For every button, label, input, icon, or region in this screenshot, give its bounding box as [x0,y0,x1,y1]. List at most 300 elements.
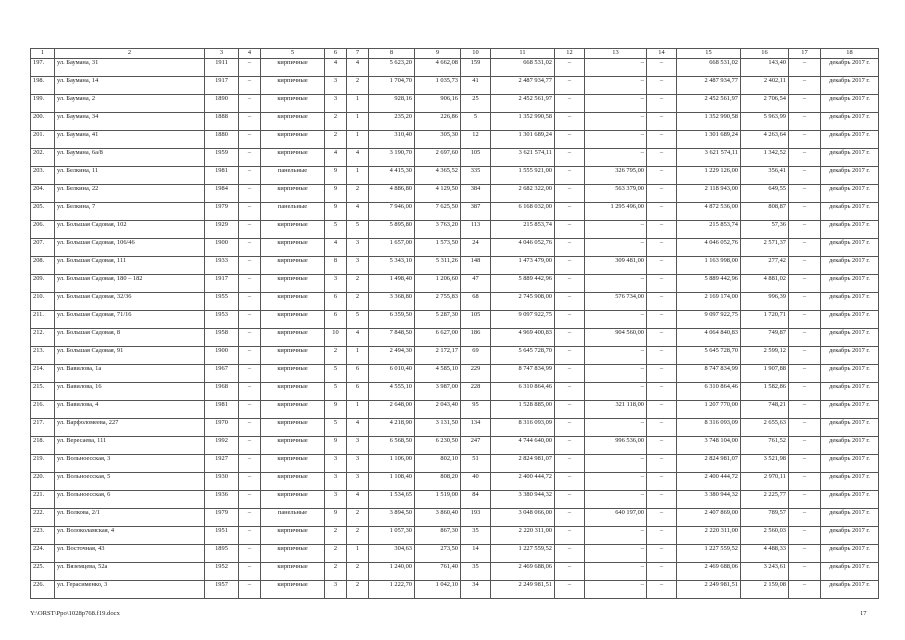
table-cell: – [789,491,821,509]
table-row [31,473,879,491]
table-cell: декабрь 2017 г. [821,347,879,365]
table-cell: ул. Белкина, 22 [55,185,205,203]
table-cell: – [789,185,821,203]
table-cell: кирпичные [261,257,325,275]
table-cell: – [789,455,821,473]
table-cell: – [789,419,821,437]
table-cell: 25 [461,95,491,113]
table-cell: – [555,527,585,545]
table-cell: – [239,59,261,77]
table-cell: – [555,473,585,491]
table-cell: – [647,401,677,419]
table-cell: 3 621 574,11 [491,149,555,167]
table-cell: – [239,203,261,221]
table-cell: 2 655,63 [741,419,789,437]
table-cell: 3 894,50 [369,509,415,527]
table-cell: 1 528 885,00 [491,401,555,419]
table-cell: – [789,527,821,545]
column-header-17: 17 [789,49,821,59]
column-header-6: 6 [325,49,347,59]
column-header-16: 16 [741,49,789,59]
table-cell: – [585,221,647,239]
table-cell: 9 097 922,75 [491,311,555,329]
table-row [31,275,879,293]
table-cell: декабрь 2017 г. [821,437,879,455]
table-cell: кирпичные [261,275,325,293]
table-cell: 5 287,30 [415,311,461,329]
table-cell: – [239,473,261,491]
table-cell: декабрь 2017 г. [821,509,879,527]
table-cell: 2 118 943,00 [677,185,741,203]
table-cell: 4 881,02 [741,275,789,293]
table-cell: – [789,257,821,275]
table-cell: 2 706,54 [741,95,789,113]
table-cell: 5 343,10 [369,257,415,275]
table-cell: – [789,131,821,149]
column-header-11: 11 [491,49,555,59]
table-cell: – [585,95,647,113]
table-cell: 4 415,30 [369,167,415,185]
table-cell: – [789,437,821,455]
table-cell: – [789,167,821,185]
table-cell: 2 452 561,97 [491,95,555,113]
table-cell: – [585,239,647,257]
table-cell: 4 [325,239,347,257]
table-cell: 228 [461,383,491,401]
table-cell: декабрь 2017 г. [821,257,879,275]
column-header-13: 13 [585,49,647,59]
table-cell: 229 [461,365,491,383]
table-cell: 2 745 908,00 [491,293,555,311]
table-cell: 1953 [205,311,239,329]
table-cell: декабрь 2017 г. [821,419,879,437]
table-cell: 2 400 444,72 [491,473,555,491]
table-cell: 802,10 [415,455,461,473]
table-cell: 1 057,30 [369,527,415,545]
table-cell: 35 [461,563,491,581]
table-cell: кирпичные [261,77,325,95]
table-cell: 202. [31,149,55,167]
table-cell: – [789,275,821,293]
table-cell: – [647,167,677,185]
table-cell: ул. Вольноесская, 3 [55,455,205,473]
table-cell: кирпичные [261,527,325,545]
table-cell: – [239,437,261,455]
table-cell: 197. [31,59,55,77]
table-cell: декабрь 2017 г. [821,329,879,347]
table-cell: 2 560,03 [741,527,789,545]
table-cell: 5 [347,311,369,329]
table-cell: 2 [347,77,369,95]
table-cell: ул. Баумана, 34 [55,113,205,131]
table-cell: 95 [461,401,491,419]
table-cell: 277,42 [741,257,789,275]
table-cell: 1959 [205,149,239,167]
table-cell: 1 704,70 [369,77,415,95]
table-cell: – [585,527,647,545]
table-cell: 1 301 689,24 [677,131,741,149]
table-cell: 1 [347,401,369,419]
table-cell: 7 625,50 [415,203,461,221]
table-cell: 9 [325,167,347,185]
table-cell: 1880 [205,131,239,149]
column-header-12: 12 [555,49,585,59]
table-cell: 1 108,40 [369,473,415,491]
table-cell: 213. [31,347,55,365]
table-cell: ул. Большая Садовая, 180 – 182 [55,275,205,293]
table-cell: 4 [347,419,369,437]
table-cell: 1890 [205,95,239,113]
table-cell: декабрь 2017 г. [821,311,879,329]
table-cell: – [555,365,585,383]
table-cell: 8 747 834,99 [677,365,741,383]
table-cell: 105 [461,311,491,329]
table-cell: ул. Большая Садовая, 71/16 [55,311,205,329]
table-cell: 225. [31,563,55,581]
table-cell: 1 657,00 [369,239,415,257]
table-cell: 200. [31,113,55,131]
table-cell: 321 118,00 [585,401,647,419]
table-cell: 5 [461,113,491,131]
table-row [31,59,879,77]
table-cell: декабрь 2017 г. [821,491,879,509]
table-row [31,419,879,437]
table-row [31,149,879,167]
table-cell: 4 555,10 [369,383,415,401]
table-cell: 761,52 [741,437,789,455]
table-cell: 3 621 574,11 [677,149,741,167]
table-cell: – [585,347,647,365]
table-cell: – [647,95,677,113]
table-cell: 2 697,60 [415,149,461,167]
table-cell: ул. Вересаева, 111 [55,437,205,455]
table-cell: – [239,113,261,131]
table-cell: – [239,329,261,347]
table-cell: 105 [461,149,491,167]
table-cell: 9 097 922,75 [677,311,741,329]
table-cell: декабрь 2017 г. [821,95,879,113]
table-cell: 1 206,60 [415,275,461,293]
table-cell: – [585,149,647,167]
table-cell: ул. Белкина, 11 [55,167,205,185]
table-cell: 3 763,20 [415,221,461,239]
table-cell: 2 [347,581,369,599]
table-cell: 2 [325,563,347,581]
table-cell: – [239,77,261,95]
table-cell: – [555,221,585,239]
table-cell: 214. [31,365,55,383]
table-cell: 1979 [205,509,239,527]
table-cell: 1 [347,347,369,365]
table-cell: 2 [325,113,347,131]
table-cell: 1981 [205,167,239,185]
table-cell: 1 498,40 [369,275,415,293]
column-header-8: 8 [369,49,415,59]
table-cell: декабрь 2017 г. [821,401,879,419]
table-cell: 2 824 981,07 [677,455,741,473]
table-cell: – [239,455,261,473]
table-row [31,167,879,185]
table-cell: 1979 [205,203,239,221]
table-cell: 4 263,64 [741,131,789,149]
table-cell: 3 [347,473,369,491]
table-cell: 2 [325,347,347,365]
table-cell: декабрь 2017 г. [821,203,879,221]
table-cell: – [585,311,647,329]
table-cell: 2 249 981,51 [677,581,741,599]
document-file-path: Y:\ORST\Ppo\1028p768.f19.docx [30,610,120,617]
table-cell: 10 [325,329,347,347]
table-cell: декабрь 2017 г. [821,455,879,473]
table-cell: 34 [461,581,491,599]
table-cell: 134 [461,419,491,437]
column-header-15: 15 [677,49,741,59]
table-cell: 4 488,33 [741,545,789,563]
table-cell: – [647,527,677,545]
table-cell: 2 648,00 [369,401,415,419]
table-cell: 8 [325,257,347,275]
table-cell: – [789,239,821,257]
table-cell: 1958 [205,329,239,347]
table-cell: 3 [325,473,347,491]
table-cell: – [555,293,585,311]
table-cell: 3 [347,455,369,473]
table-cell: 4 872 536,00 [677,203,741,221]
table-cell: декабрь 2017 г. [821,275,879,293]
table-cell: – [555,77,585,95]
column-header-14: 14 [647,49,677,59]
table-header-row [31,49,879,59]
table-cell: 309 481,00 [585,257,647,275]
table-cell: 326 795,00 [585,167,647,185]
table-cell: 212. [31,329,55,347]
table-cell: 2 225,77 [741,491,789,509]
table-cell: – [647,419,677,437]
table-cell: 996,39 [741,293,789,311]
table-cell: – [647,455,677,473]
table-cell: 219. [31,455,55,473]
table-cell: кирпичные [261,581,325,599]
table-cell: ул. Восточная, 43 [55,545,205,563]
table-cell: кирпичные [261,383,325,401]
table-cell: 3 243,61 [741,563,789,581]
table-cell: – [789,383,821,401]
table-cell: кирпичные [261,563,325,581]
table-cell: 3 748 104,00 [677,437,741,455]
table-row [31,131,879,149]
table-cell: 1895 [205,545,239,563]
table-cell: декабрь 2017 г. [821,473,879,491]
table-cell: 208. [31,257,55,275]
table-cell: 928,16 [369,95,415,113]
table-cell: 2 599,12 [741,347,789,365]
table-cell: 51 [461,455,491,473]
table-cell: 1936 [205,491,239,509]
table-cell: 6 568,50 [369,437,415,455]
table-cell: 3 [347,437,369,455]
table-cell: – [585,59,647,77]
table-cell: 4 886,80 [369,185,415,203]
table-cell: – [239,293,261,311]
table-cell: 1 [347,95,369,113]
table-cell: – [555,239,585,257]
table-cell: декабрь 2017 г. [821,185,879,203]
table-cell: – [647,581,677,599]
table-cell: 47 [461,275,491,293]
table-cell: 3 380 944,32 [677,491,741,509]
table-cell: декабрь 2017 г. [821,581,879,599]
table-cell: 1 534,65 [369,491,415,509]
table-cell: – [789,59,821,77]
table-cell: ул. Большая Садовая, 91 [55,347,205,365]
table-cell: – [239,131,261,149]
table-cell: ул. Вавилова, 16 [55,383,205,401]
table-cell: – [647,257,677,275]
table-cell: 1 352 990,58 [677,113,741,131]
table-cell: 1 207 770,00 [677,401,741,419]
table-cell: – [789,473,821,491]
table-cell: кирпичные [261,365,325,383]
table-cell: 273,50 [415,545,461,563]
table-cell: – [789,149,821,167]
table-cell: 3 [325,275,347,293]
table-cell: 35 [461,527,491,545]
column-header-10: 10 [461,49,491,59]
table-cell: – [555,383,585,401]
table-cell: 6 627,00 [415,329,461,347]
table-cell: – [789,95,821,113]
table-row [31,455,879,473]
table-cell: – [555,59,585,77]
column-header-1: 1 [31,49,55,59]
table-cell: 199. [31,95,55,113]
table-cell: ул. Белкина, 7 [55,203,205,221]
table-cell: – [585,77,647,95]
table-cell: 749,87 [741,329,789,347]
table-cell: кирпичные [261,473,325,491]
table-cell: 2 [347,185,369,203]
table-cell: 3 860,40 [415,509,461,527]
table-cell: 6 310 864,46 [677,383,741,401]
table-cell: – [647,491,677,509]
table-cell: 6 230,50 [415,437,461,455]
table-cell: кирпичные [261,239,325,257]
table-cell: – [555,347,585,365]
table-cell: 1970 [205,419,239,437]
table-cell: – [789,203,821,221]
table-row [31,77,879,95]
table-row [31,491,879,509]
table-cell: ул. Баумана, 31 [55,59,205,77]
table-cell: кирпичные [261,419,325,437]
table-cell: 4 046 052,76 [491,239,555,257]
table-cell: 4 [347,491,369,509]
table-cell: 1 035,73 [415,77,461,95]
table-cell: 3 [347,239,369,257]
table-body [31,59,879,599]
table-cell: – [789,221,821,239]
table-cell: 218. [31,437,55,455]
table-cell: – [555,167,585,185]
table-row [31,311,879,329]
table-cell: кирпичные [261,545,325,563]
table-cell: – [585,275,647,293]
table-cell: 5 645 728,70 [677,347,741,365]
table-cell: ул. Волкова, 2/1 [55,509,205,527]
table-cell: кирпичные [261,329,325,347]
table-cell: 6 168 032,00 [491,203,555,221]
table-cell: 1952 [205,563,239,581]
table-cell: 4 [347,59,369,77]
table-cell: 5 889 442,96 [491,275,555,293]
table-cell: ул. Вавилова, 1а [55,365,205,383]
table-cell: 5 [325,383,347,401]
table-cell: кирпичные [261,113,325,131]
table-cell: – [239,221,261,239]
table-cell: – [789,563,821,581]
table-cell: 2 [325,545,347,563]
table-row [31,293,879,311]
table-cell: – [789,77,821,95]
table-cell: 789,57 [741,509,789,527]
table-cell: 1900 [205,347,239,365]
table-cell: 2 220 311,00 [491,527,555,545]
column-header-3: 3 [205,49,239,59]
table-cell: 247 [461,437,491,455]
table-cell: 3 380 944,32 [491,491,555,509]
table-cell: 24 [461,239,491,257]
table-cell: – [555,419,585,437]
table-cell: кирпичные [261,221,325,239]
table-cell: – [239,563,261,581]
table-cell: – [239,239,261,257]
table-cell: 2 487 934,77 [677,77,741,95]
table-cell: – [647,509,677,527]
table-cell: 5 895,80 [369,221,415,239]
table-cell: – [647,77,677,95]
table-cell: 3 368,80 [369,293,415,311]
table-cell: – [789,581,821,599]
table-cell: 1911 [205,59,239,77]
table-cell: 4 662,08 [415,59,461,77]
table-cell: 221. [31,491,55,509]
table-cell: декабрь 2017 г. [821,221,879,239]
table-cell: 14 [461,545,491,563]
table-cell: 1984 [205,185,239,203]
table-cell: ул. Баумана, 6а/8 [55,149,205,167]
table-cell: – [647,437,677,455]
table-cell: кирпичные [261,59,325,77]
table-cell: 1 555 921,00 [491,167,555,185]
table-cell: 748,21 [741,401,789,419]
table-cell: 2 220 311,00 [677,527,741,545]
page-number: 17 [860,610,867,617]
table-cell: – [555,581,585,599]
table-cell: 867,30 [415,527,461,545]
table-cell: ул. Большая Садовая, 8 [55,329,205,347]
table-cell: – [555,185,585,203]
table-cell: – [789,293,821,311]
table-cell: 9 [325,509,347,527]
table-cell: 906,16 [415,95,461,113]
table-cell: 206. [31,221,55,239]
table-cell: 3 987,00 [415,383,461,401]
table-cell: 5 [325,419,347,437]
table-cell: 7 848,50 [369,329,415,347]
table-cell: – [555,455,585,473]
table-cell: 204. [31,185,55,203]
table-cell: 1 519,00 [415,491,461,509]
